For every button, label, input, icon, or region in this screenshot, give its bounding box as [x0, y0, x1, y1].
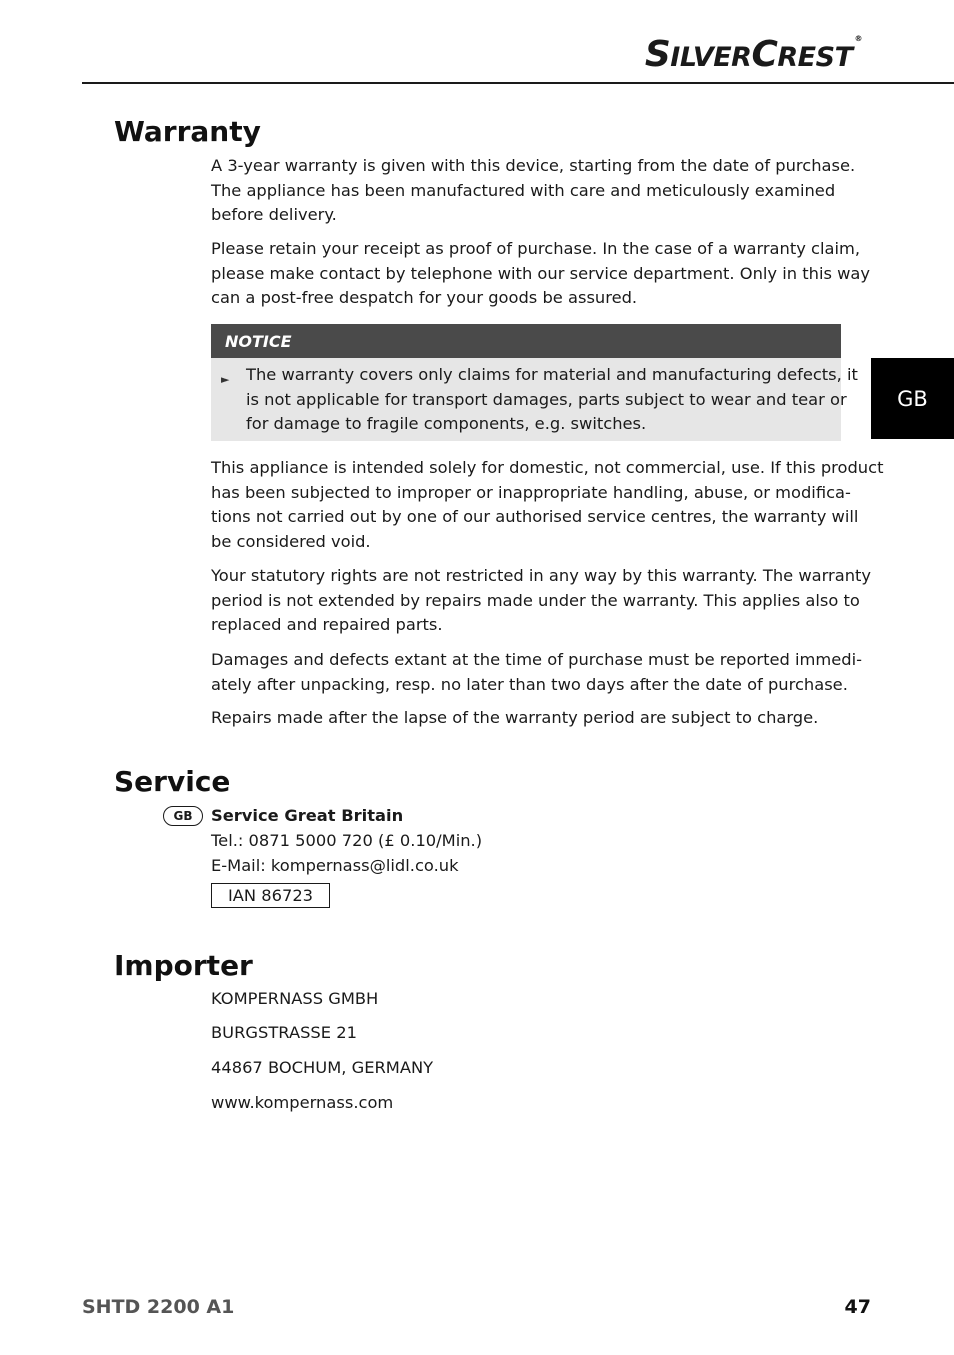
warranty-paragraph-5: Damages and defects extant at the time of purchase must be reported immedi- ately after unpacking, resp. no later than two days after the date of purchase.: [211, 650, 863, 694]
model-number: SHTD 2200 A1: [82, 1296, 235, 1318]
header-rule: [82, 82, 954, 84]
brand-logo: [645, 34, 862, 75]
country-badge: GB: [163, 806, 203, 826]
brand-c: C: [751, 34, 778, 75]
notice-box: [211, 324, 858, 441]
warranty-heading: Warranty: [114, 115, 261, 148]
importer-website: www.kompernass.com: [211, 1093, 394, 1112]
registered-mark: ®: [854, 34, 862, 43]
notice-label: NOTICE: [211, 324, 841, 358]
notice-body: ► The warranty covers only claims for material and manufacturing defects, it is not applicable for transport damages, parts subject to wear and tear or for damage to fragile components, e.g. switches.: [211, 358, 841, 441]
ian-number: IAN 86723: [211, 883, 330, 908]
service-tel: Tel.: 0871 5000 720 (£ 0.10/Min.): [211, 831, 483, 850]
warranty-paragraph-2: Please retain your receipt as proof of purchase. In the case of a warranty claim, please make contact by telephone with our service department. Only in this way can a post-free despatch for your goods be assured.: [211, 239, 871, 308]
importer-street: BURGSTRASSE 21: [211, 1023, 357, 1042]
service-email: E-Mail: kompernass@lidl.co.uk: [211, 856, 459, 875]
importer-city: 44867 BOCHUM, GERMANY: [211, 1058, 434, 1077]
service-name: Service Great Britain: [211, 806, 404, 825]
warranty-paragraph-4: Your statutory rights are not restricted in any way by this warranty. The warranty period is not extended by repairs made under the warranty. This applies also to replaced and repaired parts.: [211, 566, 872, 635]
warranty-paragraph-6: Repairs made after the lapse of the warranty period are subject to charge.: [211, 708, 819, 727]
brand-s: S: [644, 34, 671, 75]
bullet-arrow-icon: ►: [221, 373, 230, 386]
warranty-paragraph-1: A 3-year warranty is given with this device, starting from the date of purchase. The appliance has been manufactured with care and meticulously examined before delivery.: [211, 156, 856, 225]
service-heading: Service: [114, 765, 231, 798]
language-tab: GB: [871, 358, 954, 439]
importer-company: KOMPERNASS GMBH: [211, 989, 379, 1008]
importer-heading: Importer: [114, 949, 253, 982]
brand-ilver: ILVER: [670, 42, 752, 73]
page-number: 47: [844, 1296, 871, 1318]
brand-rest: REST: [777, 42, 853, 73]
warranty-paragraph-3: This appliance is intended solely for domestic, not commercial, use. If this product has been subjected to improper or inappropriate handling, abuse, or modifica- tions not carried out by one of our authorised service centres, the warranty will be considered void.: [211, 458, 884, 551]
